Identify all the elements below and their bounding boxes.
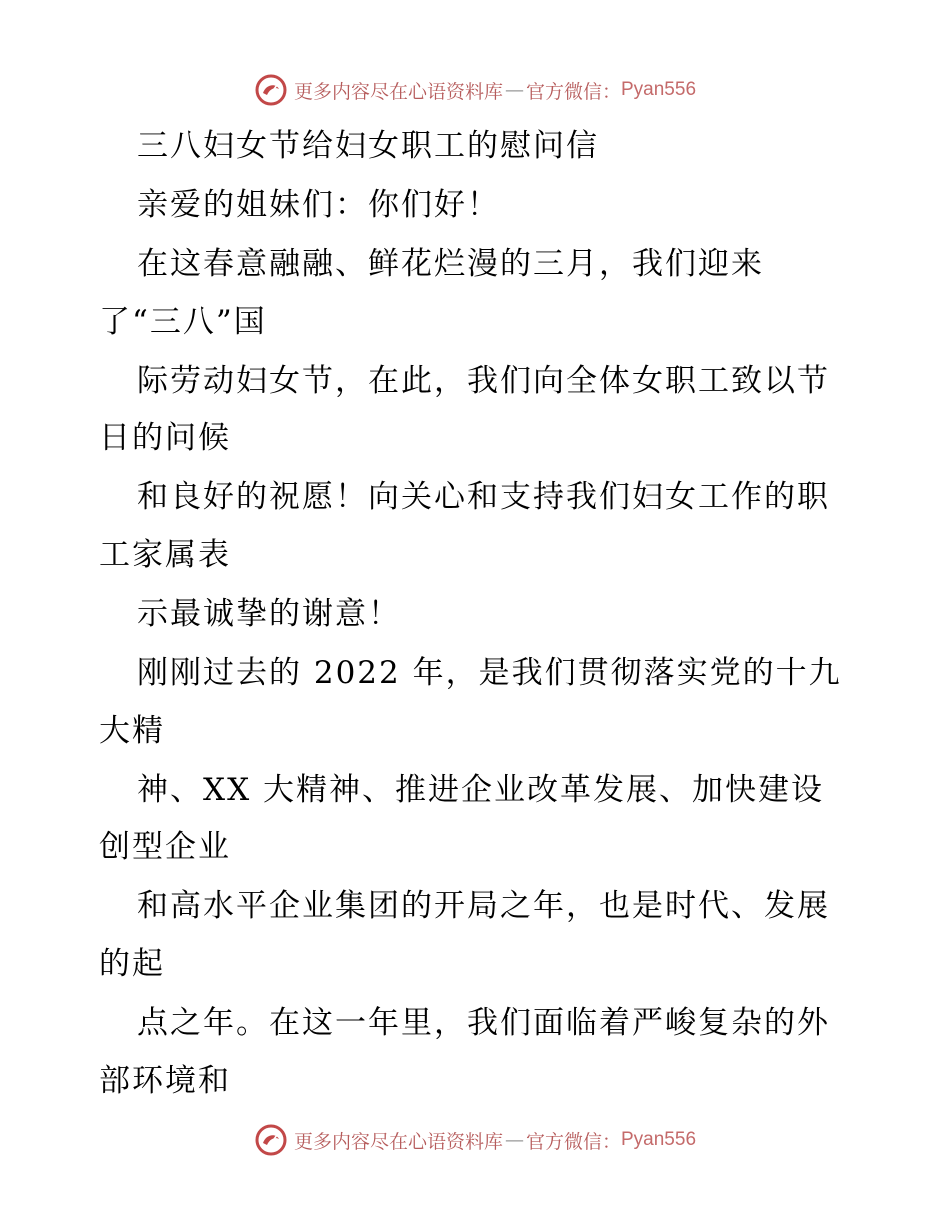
document-line: 工家属表 xyxy=(99,537,231,573)
document-line: 创型企业 xyxy=(99,829,231,865)
document-line: 和高水平企业集团的开局之年，也是时代、发展 xyxy=(137,888,830,924)
watermark-separator: — xyxy=(504,1129,524,1151)
watermark-contact-label: 官方微信： xyxy=(525,1130,621,1153)
document-line: 点之年。在这一年里，我们面临着严峻复杂的外 xyxy=(137,1005,830,1041)
footer-watermark xyxy=(0,1120,950,1160)
document-line: 亲爱的姐妹们：你们好！ xyxy=(137,187,500,223)
document-line: 际劳动妇女节，在此，我们向全体女职工致以节 xyxy=(137,363,830,399)
document-line: 的起 xyxy=(99,946,165,982)
document-line: 大精 xyxy=(99,713,165,749)
watermark-contact-id: Pyan556 xyxy=(621,79,697,100)
watermark-separator: — xyxy=(504,79,524,101)
watermark-contact-label: 官方微信： xyxy=(525,80,621,103)
document-line: 部环境和 xyxy=(99,1063,231,1099)
document-line: 日的问候 xyxy=(99,420,231,456)
watermark-contact-id: Pyan556 xyxy=(621,1129,697,1150)
document-line: 和良好的祝愿！向关心和支持我们妇女工作的职 xyxy=(137,479,830,515)
document-title: 三八妇女节给妇女职工的慰问信 xyxy=(137,128,599,164)
rose-seal-icon xyxy=(254,1123,288,1157)
watermark-text: 更多内容尽在心语资料库 xyxy=(293,80,503,103)
watermark-text: 更多内容尽在心语资料库 xyxy=(293,1130,503,1153)
document-line: 了“三八”国 xyxy=(99,304,267,340)
document-line: 在这春意融融、鲜花烂漫的三月，我们迎来 xyxy=(137,246,764,282)
document-line: 神、XX 大精神、推进企业改革发展、加快建设 xyxy=(137,772,824,808)
document-line: 示最诚挚的谢意！ xyxy=(137,596,401,632)
document-line: 刚刚过去的 2022 年，是我们贯彻落实党的十九 xyxy=(137,655,842,691)
